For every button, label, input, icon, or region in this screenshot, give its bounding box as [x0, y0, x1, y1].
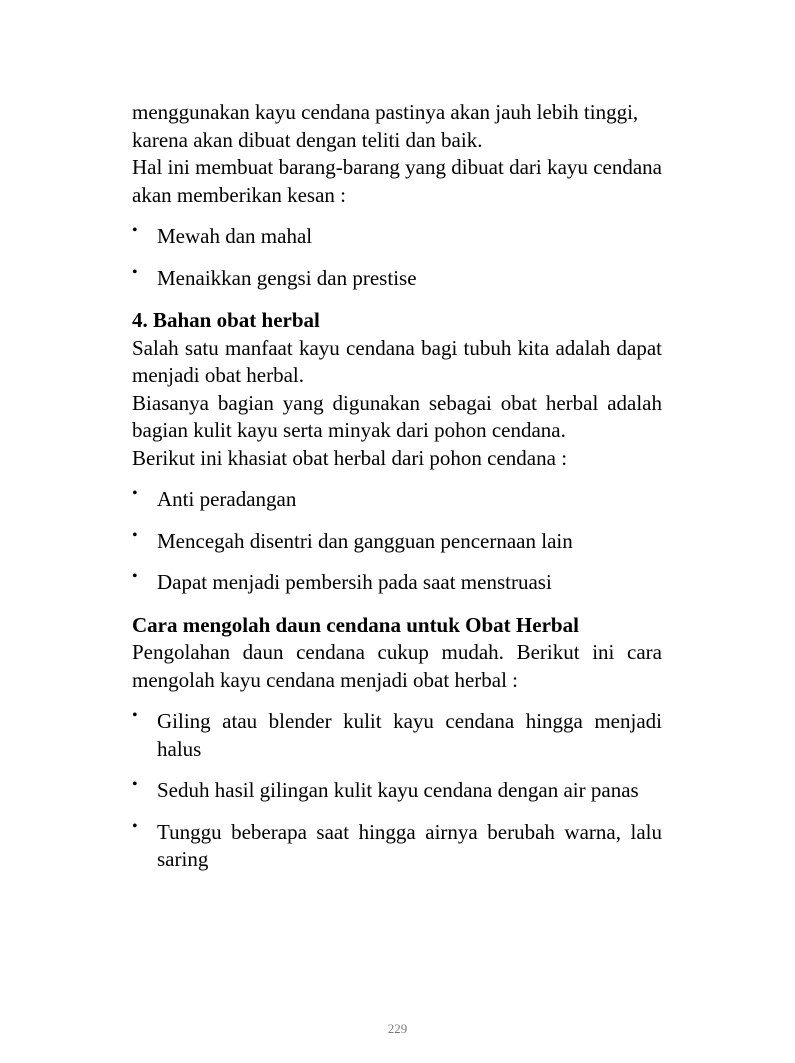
bullet-icon: • — [132, 222, 138, 239]
section-paragraph: Biasanya bagian yang digunakan sebagai obat herbal adalah bagian kulit kayu serta minyak dari pohon cendana. — [132, 390, 662, 442]
section-paragraph: Berikut ini khasiat obat herbal dari pohon cendana : — [132, 445, 568, 470]
page-content — [132, 99, 662, 874]
bullet-icon: • — [132, 817, 138, 835]
kesan-list — [132, 223, 662, 292]
bullet-icon: • — [132, 707, 138, 724]
list-item-text: Seduh hasil gilingan kulit kayu cendana dengan air panas — [157, 778, 639, 802]
list-item-text: Dapat menjadi pembersih pada saat menstruasi — [157, 570, 552, 594]
list-item-text: Anti peradangan — [157, 487, 297, 511]
list-item-text: Mencegah disentri dan gangguan pencernaan lain — [157, 528, 573, 553]
section-heading: Cara mengolah daun cendana untuk Obat Herbal — [132, 612, 579, 637]
intro-line-3: Hal ini membuat barang-barang yang dibuat dari kayu cendana akan memberikan kesan : — [132, 155, 662, 207]
list-item — [132, 223, 662, 251]
intro-line-2: karena akan dibuat dengan teliti dan baik. — [132, 127, 483, 152]
list-item — [132, 569, 662, 597]
section-heading: 4. Bahan obat herbal — [132, 308, 320, 332]
list-item-text: Giling atau blender kulit kayu cendana hingga menjadi halus — [157, 709, 662, 761]
list-item — [132, 819, 662, 874]
list-item-text: Mewah dan mahal — [157, 224, 313, 248]
section-paragraph: Pengolahan daun cendana cukup mudah. Berikut ini cara mengolah kayu cendana menjadi obat herbal : — [132, 640, 662, 692]
list-item — [132, 486, 662, 514]
list-item — [132, 777, 662, 805]
page-number: 229 — [387, 1021, 408, 1036]
khasiat-list — [132, 486, 662, 597]
bullet-icon: • — [132, 263, 138, 281]
list-item — [132, 528, 662, 556]
list-item-text: Tunggu beberapa saat hingga airnya berubah warna, lalu saring — [157, 819, 662, 871]
list-item — [132, 265, 662, 293]
bullet-icon: • — [132, 776, 138, 793]
bullet-icon: • — [132, 485, 138, 502]
cara-list — [132, 708, 662, 874]
list-item — [132, 708, 662, 763]
list-item-text: Menaikkan gengsi dan prestise — [157, 265, 417, 290]
bullet-icon: • — [132, 526, 138, 544]
section-paragraph: Salah satu manfaat kayu cendana bagi tubuh kita adalah dapat menjadi obat herbal. — [132, 335, 662, 387]
bullet-icon: • — [132, 568, 138, 585]
intro-line-1: menggunakan kayu cendana pastinya akan jauh lebih tinggi, — [132, 100, 639, 124]
